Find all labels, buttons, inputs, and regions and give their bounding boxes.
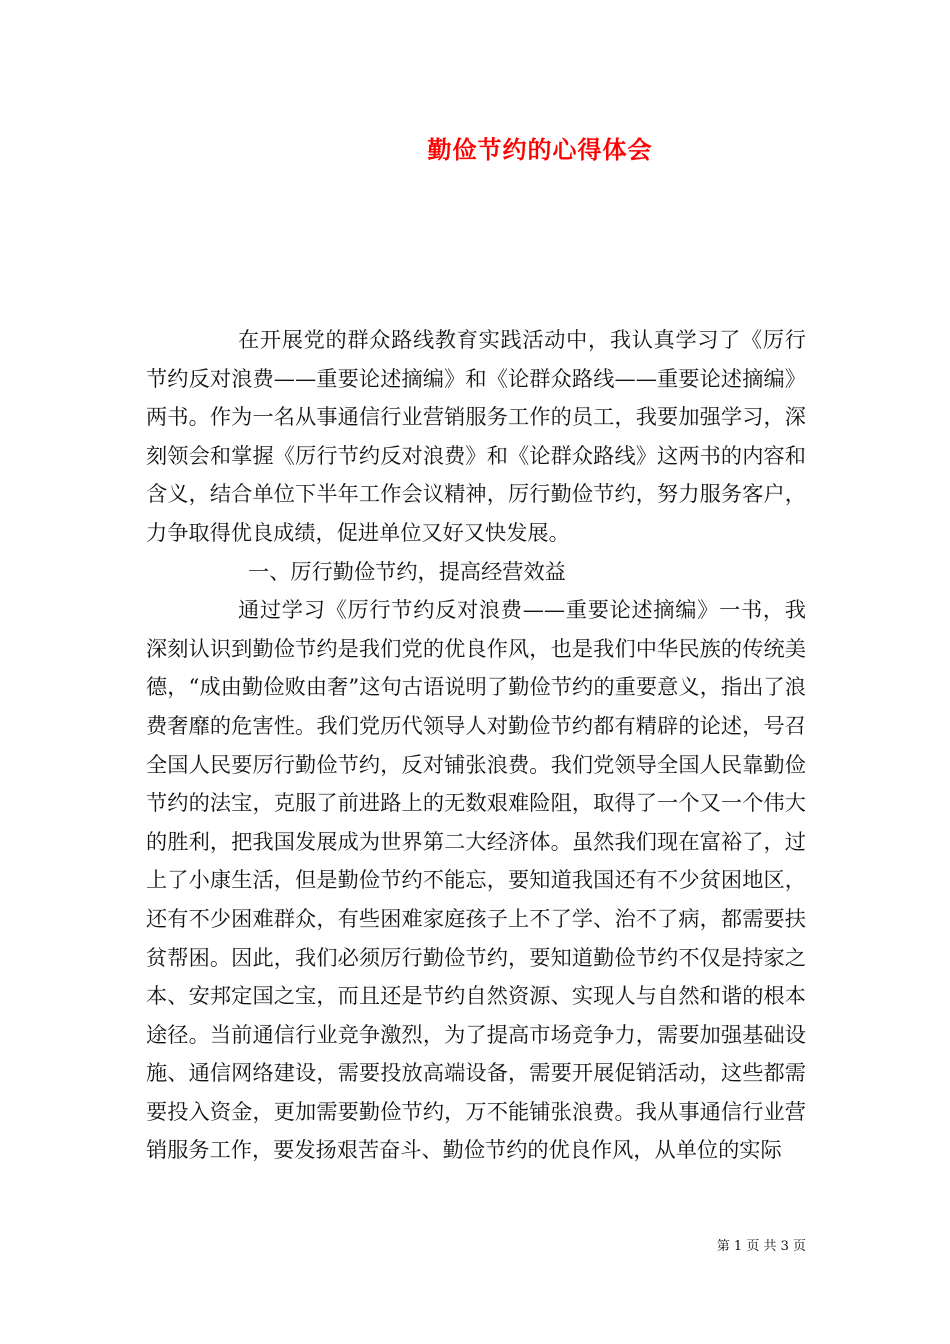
paragraph-section-1: 通过学习《厉行节约反对浪费——重要论述摘编》一书，我深刻认识到勤俭节约是我们党的优良作风，也是我们中华民族的传统美德，“成由勤俭败由奢”这句古语说明了勤俭节约的重要意义，指出了浪费奢靡的危害性。我们党历代领导人对勤俭节约都有精辟的论述，号召全国人民要厉行勤俭节约，反对铺张浪费。我们党领导全国人民靠勤俭节约的法宝，克服了前进路上的无数艰难险阻，取得了一个又一个伟大的胜利，把我国发展成为世界第二大经济体。虽然我们现在富裕了，过上了小康生活，但是勤俭节约不能忘，要知道我国还有不少贫困地区，还有不少困难群众，有些困难家庭孩子上不了学、治不了病，都需要扶贫帮困。因此，我们必须厉行勤俭节约，要知道勤俭节约不仅是持家之本、安邦定国之宝，而且还是节约自然资源、实现人与自然和谐的根本途径。当前通信行业竞争激烈，为了提高市场竞争力，需要加强基础设施、通信网络建设，需要投放高端设备，需要开展促销活动，这些都需要投入资金，更加需要勤俭节约，万不能铺张浪费。我从事通信行业营销服务工作，要发扬艰苦奋斗、勤俭节约的优良作风，从单位的实际 xyxy=(146,597,806,1163)
document-title: 勤俭节约的心得体会 xyxy=(427,135,653,164)
section-heading: 一、厉行勤俭节约，提高经营效益 xyxy=(248,558,566,584)
page-number-footer: 第 1 页 共 3 页 xyxy=(716,1239,806,1254)
document-body xyxy=(146,321,806,1170)
paragraph-intro: 在开展党的群众路线教育实践活动中，我认真学习了《厉行节约反对浪费——重要论述摘编》和《论群众路线——重要论述摘编》两书。作为一名从事通信行业营销服务工作的员工，我要加强学习，深刻领会和掌握《厉行节约反对浪费》和《论群众路线》这两书的内容和含义，结合单位下半年工作会议精神，厉行勤俭节约，努力服务客户，力争取得优良成绩，促进单位又好又快发展。 xyxy=(146,327,806,545)
